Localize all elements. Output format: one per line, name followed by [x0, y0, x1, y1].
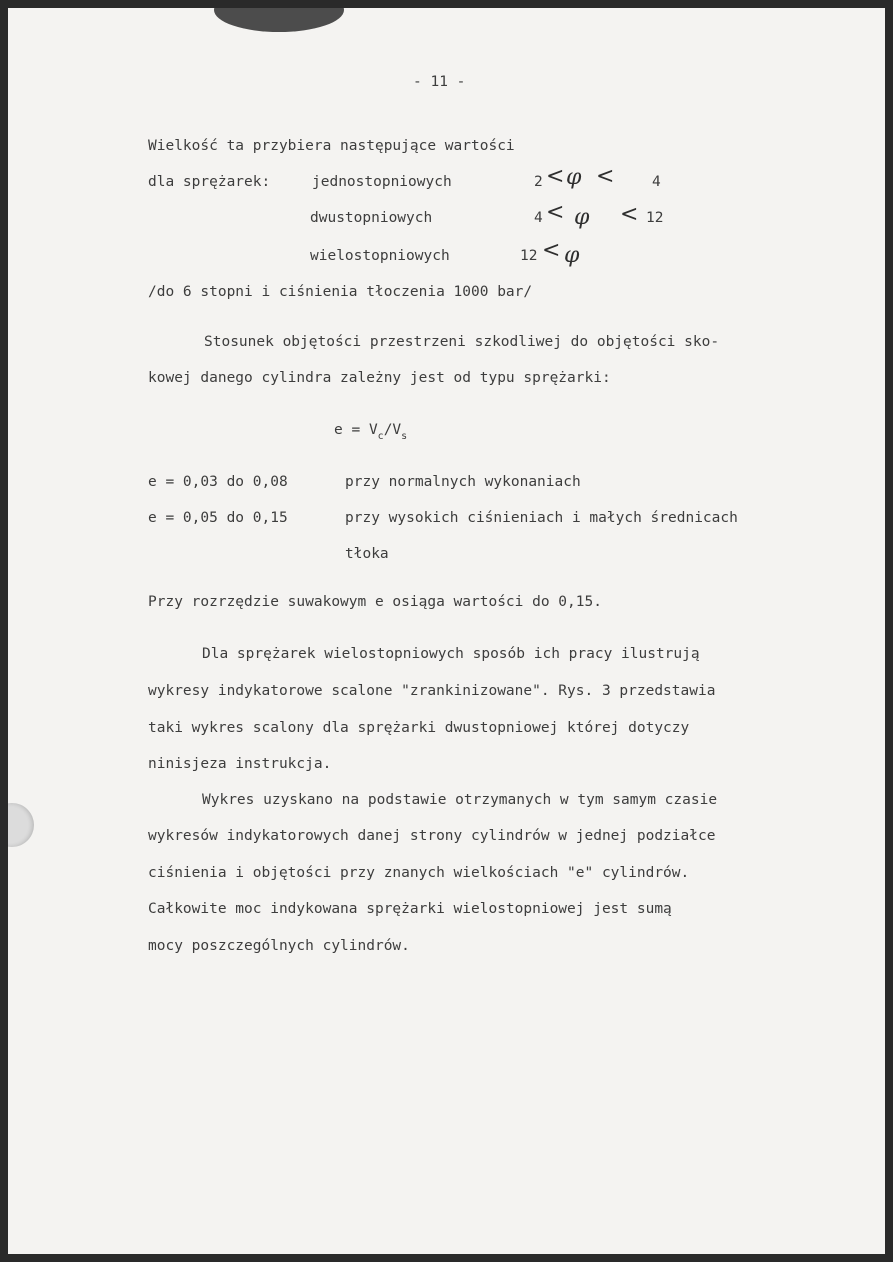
compressor-lead: dla sprężarek:: [148, 174, 271, 190]
lt-sign: <: [542, 238, 561, 263]
paragraph-line: ninisjeza instrukcja.: [148, 756, 332, 772]
e-desc-cont: tłoka: [345, 546, 389, 562]
range-upper: 4: [652, 174, 661, 190]
phi-symbol: φ: [566, 165, 582, 190]
range-upper: 12: [646, 210, 664, 226]
lt-sign: <: [620, 202, 639, 227]
paragraph-line: Dla sprężarek wielostopniowych sposób ich pracy ilustrują: [202, 646, 700, 662]
ranges-note: /do 6 stopni i ciśnienia tłoczenia 1000 bar/: [148, 284, 533, 300]
paragraph-line: Stosunek objętości przestrzeni szkodliwej do objętości sko-: [204, 334, 720, 350]
e-range: e = 0,03 do 0,08: [148, 474, 288, 490]
range-type: jednostopniowych: [312, 174, 452, 190]
formula-sub-c: c: [377, 431, 384, 442]
lt-sign: <: [596, 164, 615, 189]
formula-lhs: e =: [334, 422, 361, 438]
formula-v: V: [368, 422, 378, 438]
paragraph-line: ciśnienia i objętości przy znanych wielkościach "e" cylindrów.: [148, 865, 690, 881]
range-lower: 4: [534, 210, 543, 226]
document-page: [8, 8, 885, 1254]
lt-sign: <: [546, 164, 565, 189]
paragraph-line: wykresy indykatorowe scalone "zrankinizowane". Rys. 3 przedstawia: [148, 683, 716, 699]
range-type: dwustopniowych: [310, 210, 433, 226]
scan-smudge: [214, 8, 344, 32]
rozrzad-line: Przy rozrzędzie suwakowym e osiąga wartości do 0,15.: [148, 594, 602, 610]
paragraph-line: mocy poszczególnych cylindrów.: [148, 938, 410, 954]
lt-sign: <: [546, 200, 565, 225]
formula-sub-s: s: [401, 431, 408, 442]
intro-line: Wielkość ta przybiera następujące wartości: [148, 138, 515, 154]
range-type: wielostopniowych: [310, 248, 450, 264]
paragraph-line: wykresów indykatorowych danej strony cylindrów w jednej podziałce: [148, 828, 716, 844]
e-desc: przy normalnych wykonaniach: [345, 474, 581, 490]
page-number: - 11 -: [413, 74, 466, 90]
paragraph-line: Wykres uzyskano na podstawie otrzymanych w tym samym czasie: [202, 792, 718, 808]
phi-symbol: φ: [564, 243, 580, 268]
paragraph-line: kowej danego cylindra zależny jest od typu sprężarki:: [148, 370, 611, 386]
paragraph-line: taki wykres scalony dla sprężarki dwustopniowej której dotyczy: [148, 720, 690, 736]
formula: [334, 422, 408, 442]
formula-slash-v: /V: [383, 422, 402, 438]
e-desc: przy wysokich ciśnieniach i małych średnicach: [345, 510, 738, 526]
e-range: e = 0,05 do 0,15: [148, 510, 288, 526]
range-lower: 2: [534, 174, 543, 190]
phi-symbol: φ: [574, 205, 590, 230]
range-lower: 12: [520, 248, 538, 264]
paragraph-line: Całkowite moc indykowana sprężarki wielostopniowej jest sumą: [148, 901, 672, 917]
punch-hole: [8, 803, 34, 847]
